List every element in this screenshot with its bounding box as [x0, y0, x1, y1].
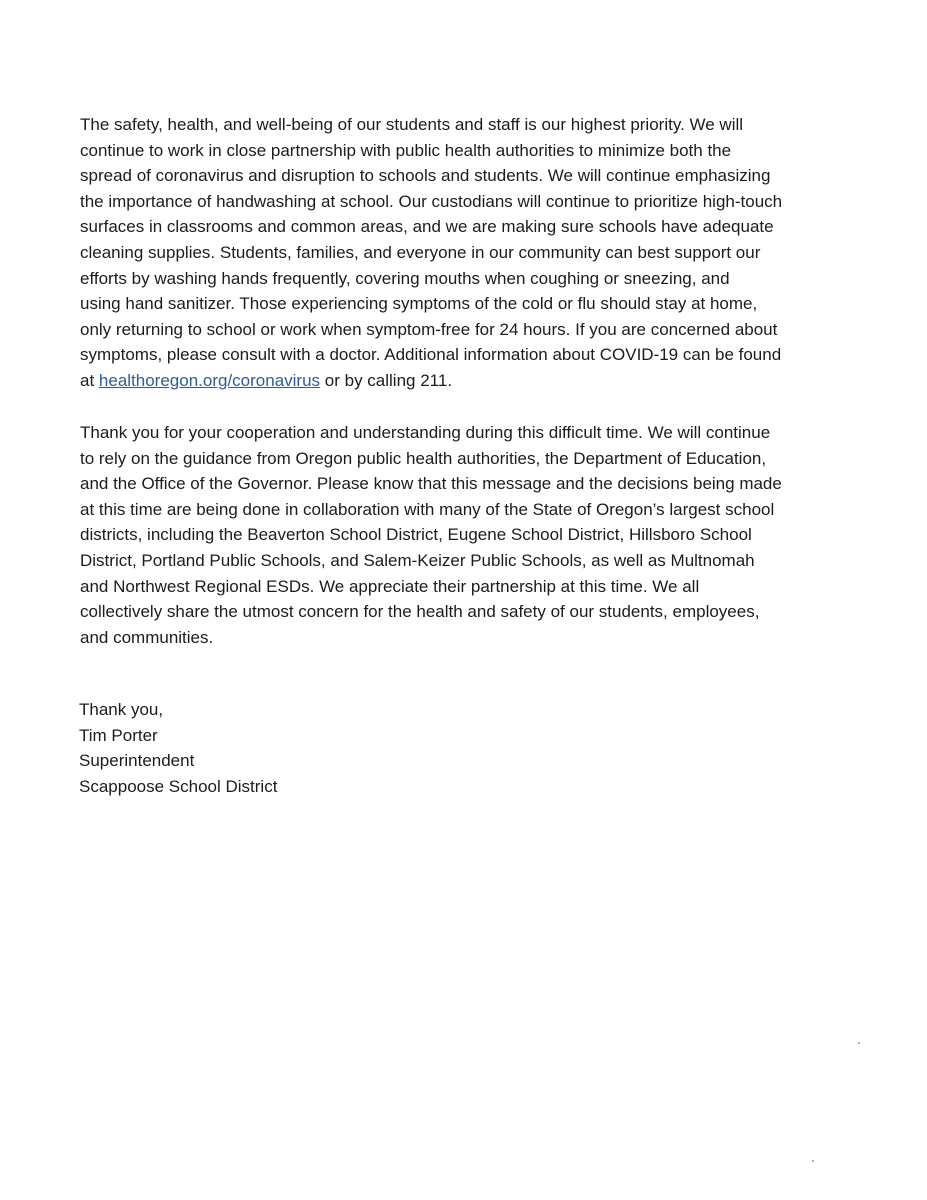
text-line: spread of coronavirus and disruption to schools and students. We will continue emphasizing [80, 166, 771, 186]
text-line: only returning to school or work when symptom-free for 24 hours. If you are concerned about [80, 319, 778, 339]
signer-title: Superintendent [79, 751, 195, 771]
signer-organization: Scappoose School District [79, 776, 278, 796]
text-line: symptoms, please consult with a doctor. Additional information about COVID-19 can be found [80, 345, 782, 365]
text-line: Thank you for your cooperation and understanding during this difficult time. We will continue [80, 423, 771, 442]
text-line: efforts by washing hands frequently, covering mouths when coughing or sneezing, and [80, 268, 730, 288]
text-line: at this time are being done in collaboration with many of the State of Oregon’s largest school [80, 499, 775, 519]
text-line: to rely on the guidance from Oregon public health authorities, the Department of Education, [80, 448, 767, 468]
scan-speck [812, 1160, 814, 1162]
text-line: and the Office of the Governor. Please know that this message and the decisions being made [80, 474, 782, 494]
text-line: surfaces in classrooms and common areas, and we are making sure schools have adequate [80, 217, 774, 237]
signer-name: Tim Porter [79, 725, 158, 745]
link-prefix-text: at [80, 370, 99, 390]
text-line-with-link [80, 368, 782, 394]
scan-speck [858, 1042, 860, 1044]
link-suffix-text: or by calling 211. [320, 370, 453, 390]
closing-text: Thank you, [79, 700, 164, 719]
text-line: District, Portland Public Schools, and Salem-Keizer Public Schools, as well as Multnomah [80, 550, 755, 570]
text-line: continue to work in close partnership with public health authorities to minimize both the [80, 140, 732, 160]
text-line: the importance of handwashing at school. Our custodians will continue to prioritize high-touch [80, 191, 783, 211]
text-line: collectively share the utmost concern for the health and safety of our students, employees, [80, 602, 760, 622]
signature-block [79, 697, 277, 799]
text-line: The safety, health, and well-being of our students and staff is our highest priority. We will [80, 115, 744, 134]
text-line: using hand sanitizer. Those experiencing symptoms of the cold or flu should stay at home, [80, 294, 758, 314]
health-oregon-link[interactable]: healthoregon.org/coronavirus [98, 370, 321, 390]
text-line: and communities. [80, 627, 214, 647]
paragraph-thank-you [80, 420, 782, 650]
text-line: districts, including the Beaverton School District, Eugene School District, Hillsboro School [80, 525, 752, 545]
text-line: cleaning supplies. Students, families, and everyone in our community can best support our [80, 242, 761, 262]
text-line: and Northwest Regional ESDs. We appreciate their partnership at this time. We all [80, 576, 700, 596]
paragraph-safety-health [80, 112, 782, 394]
